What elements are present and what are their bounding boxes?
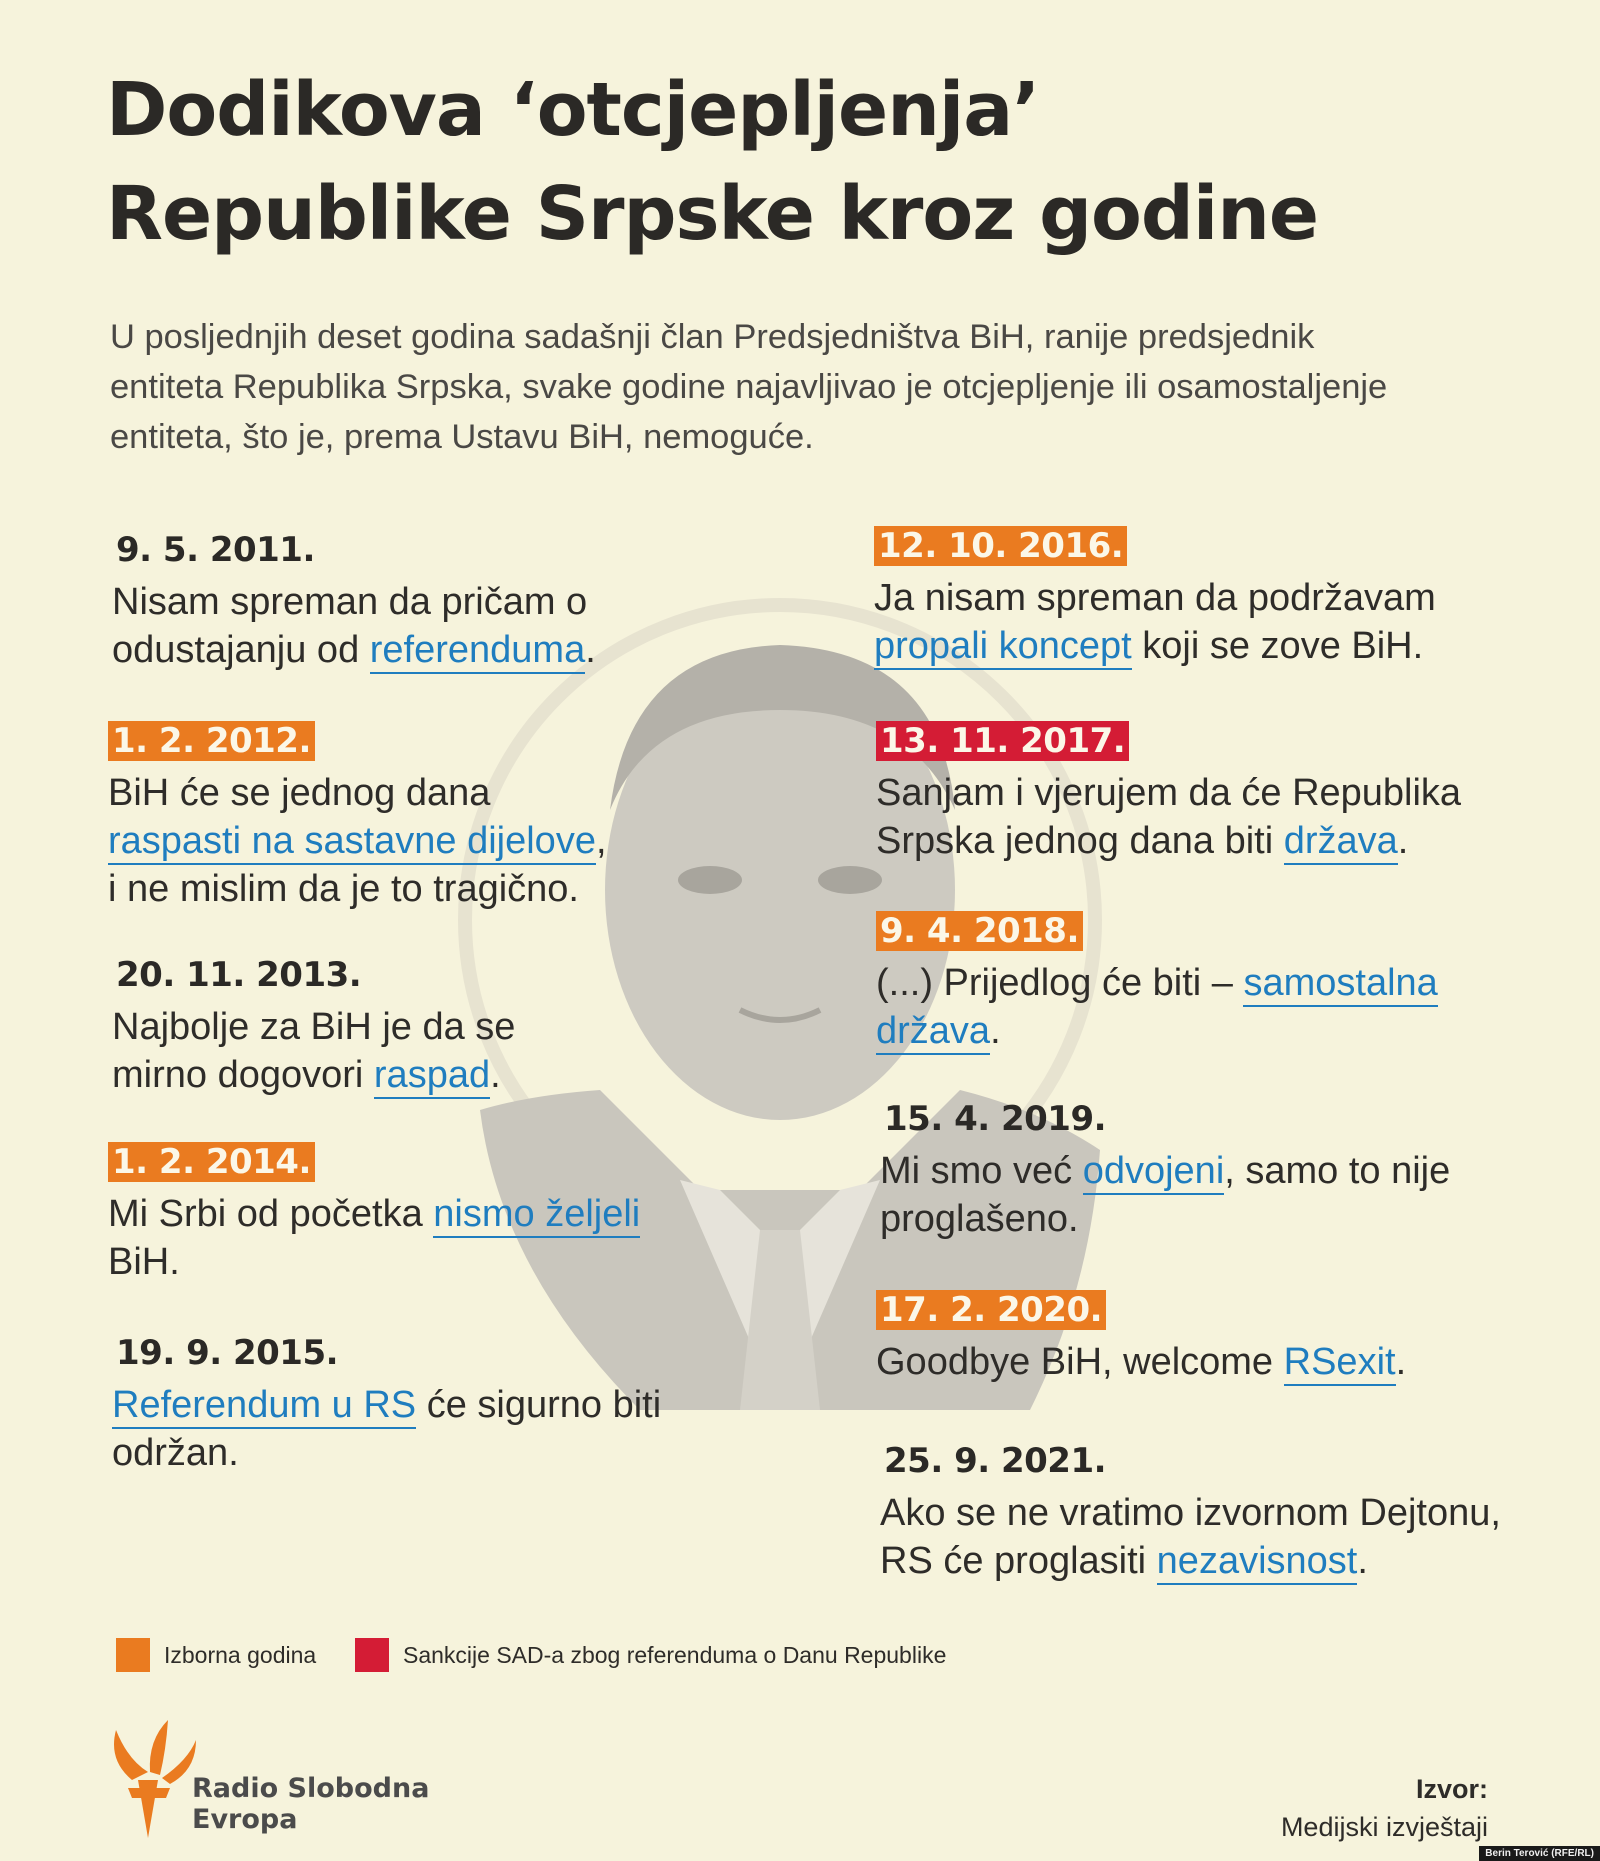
entry-2011 [112,530,596,674]
title-line-1: Dodikova ‘otcjepljenja’ [106,67,1040,153]
source-link[interactable]: samostalna [1243,962,1437,1007]
source-label: Izvor: [1415,1774,1488,1804]
entry-quote [876,959,1438,1055]
quote-line: Referendum u RS će sigurno biti [112,1381,661,1429]
source-link[interactable]: nismo željeli [433,1193,640,1238]
quote-line: Mi smo već odvojeni, samo to nije [880,1147,1450,1195]
source-link[interactable]: referenduma [370,629,585,674]
entry-date: 15. 4. 2019. [884,1099,1107,1139]
entry-quote [108,769,607,913]
source-link[interactable]: odvojeni [1083,1150,1225,1195]
quote-line: RS će proglasiti nezavisnost. [880,1537,1501,1585]
quote-line: proglašeno. [880,1198,1079,1240]
source-block [1281,1770,1488,1846]
entry-quote [112,1381,661,1477]
title-line-2: Republike Srpske kroz godine [106,171,1319,257]
quote-line: i ne mislim da je to tragično. [108,868,579,910]
quote-line: (...) Prijedlog će biti – samostalna [876,959,1438,1007]
source-value: Medijski izvještaji [1280,1812,1488,1842]
entry-date: 25. 9. 2021. [884,1441,1107,1481]
entry-2013 [112,955,515,1099]
entry-quote [876,1338,1406,1386]
entry-quote [880,1147,1450,1243]
source-link[interactable]: država [1284,820,1398,865]
entry-date-election: 17. 2. 2020. [876,1290,1106,1330]
entry-date: 19. 9. 2015. [116,1333,339,1373]
entry-2014 [108,1142,640,1286]
source-link[interactable]: RSexit [1284,1341,1396,1386]
entry-2012 [108,721,607,913]
quote-line: održan. [112,1432,239,1474]
intro-line-1: U posljednjih deset godina sadašnji član Predsjedništva BiH, ranije predsjednik [110,318,1315,356]
entry-date-election: 9. 4. 2018. [876,911,1083,951]
legend-label: Sankcije SAD-a zbog referenduma o Danu Republike [403,1641,947,1668]
entry-2019 [880,1099,1450,1243]
legend-label: Izborna godina [164,1641,317,1668]
legend-election [116,1638,316,1672]
quote-line: Ja nisam spreman da podržavam [874,577,1436,619]
entry-quote [874,574,1436,670]
entry-quote [108,1190,640,1286]
entry-2018 [876,911,1438,1055]
intro-line-3: entiteta, što je, prema Ustavu BiH, nemoguće. [110,418,814,456]
source-link[interactable]: propali koncept [874,625,1132,670]
entry-date-election: 1. 2. 2012. [108,721,315,761]
entry-date-sanctions: 13. 11. 2017. [876,721,1129,761]
quote-line: Ako se ne vratimo izvornom Dejtonu, [880,1492,1501,1534]
intro-line-2: entiteta Republika Srpska, svake godine najavljivao je otcjepljenje ili osamostaljenje [110,368,1388,406]
quote-line: Mi Srbi od početka nismo željeli [108,1190,640,1238]
page-title [106,58,1526,266]
quote-line: država. [876,1007,1438,1055]
quote-line: propali koncept koji se zove BiH. [874,622,1436,670]
quote-line: Sanjam i vjerujem da će Republika [876,772,1462,814]
source-link[interactable]: raspasti na sastavne dijelove [108,820,596,865]
entry-quote [880,1489,1501,1585]
entry-2015 [112,1333,661,1477]
source-link[interactable]: Referendum u RS [112,1384,416,1429]
quote-line: Nisam spreman da pričam o [112,581,588,623]
entry-date: 9. 5. 2011. [116,530,315,570]
legend-swatch-red [355,1638,389,1672]
entry-date: 20. 11. 2013. [116,955,362,995]
entry-2016 [874,526,1436,670]
entry-quote [112,1003,515,1099]
quote-line: Srpska jednog dana biti država. [876,817,1461,865]
quote-line: mirno dogovori raspad. [112,1051,515,1099]
entry-quote [112,578,596,674]
logo-line-1: Radio Slobodna [192,1773,430,1804]
legend-swatch-orange [116,1638,150,1672]
entry-2017 [876,721,1461,865]
quote-line: odustajanju od referenduma. [112,626,596,674]
quote-line: BiH. [108,1241,180,1283]
entry-date-election: 12. 10. 2016. [874,526,1127,566]
quote-line: Najbolje za BiH je da se [112,1006,516,1048]
author-credit: Berin Terović (RFE/RL) [1479,1846,1600,1861]
source-link[interactable]: nezavisnost [1157,1540,1358,1585]
logo-text [192,1773,429,1835]
entry-2020 [876,1290,1406,1386]
logo-line-2: Evropa [192,1804,298,1835]
quote-line: raspasti na sastavne dijelove, [108,817,607,865]
entry-2021 [880,1441,1501,1585]
quote-line: Goodbye BiH, welcome RSexit. [876,1338,1406,1386]
entry-date-election: 1. 2. 2014. [108,1142,315,1182]
source-link[interactable]: država [876,1010,990,1055]
quote-line: BiH će se jednog dana [108,772,491,814]
intro-text [110,312,1510,462]
entry-quote [876,769,1461,865]
legend-sanctions [355,1638,946,1672]
source-link[interactable]: raspad [374,1054,490,1099]
